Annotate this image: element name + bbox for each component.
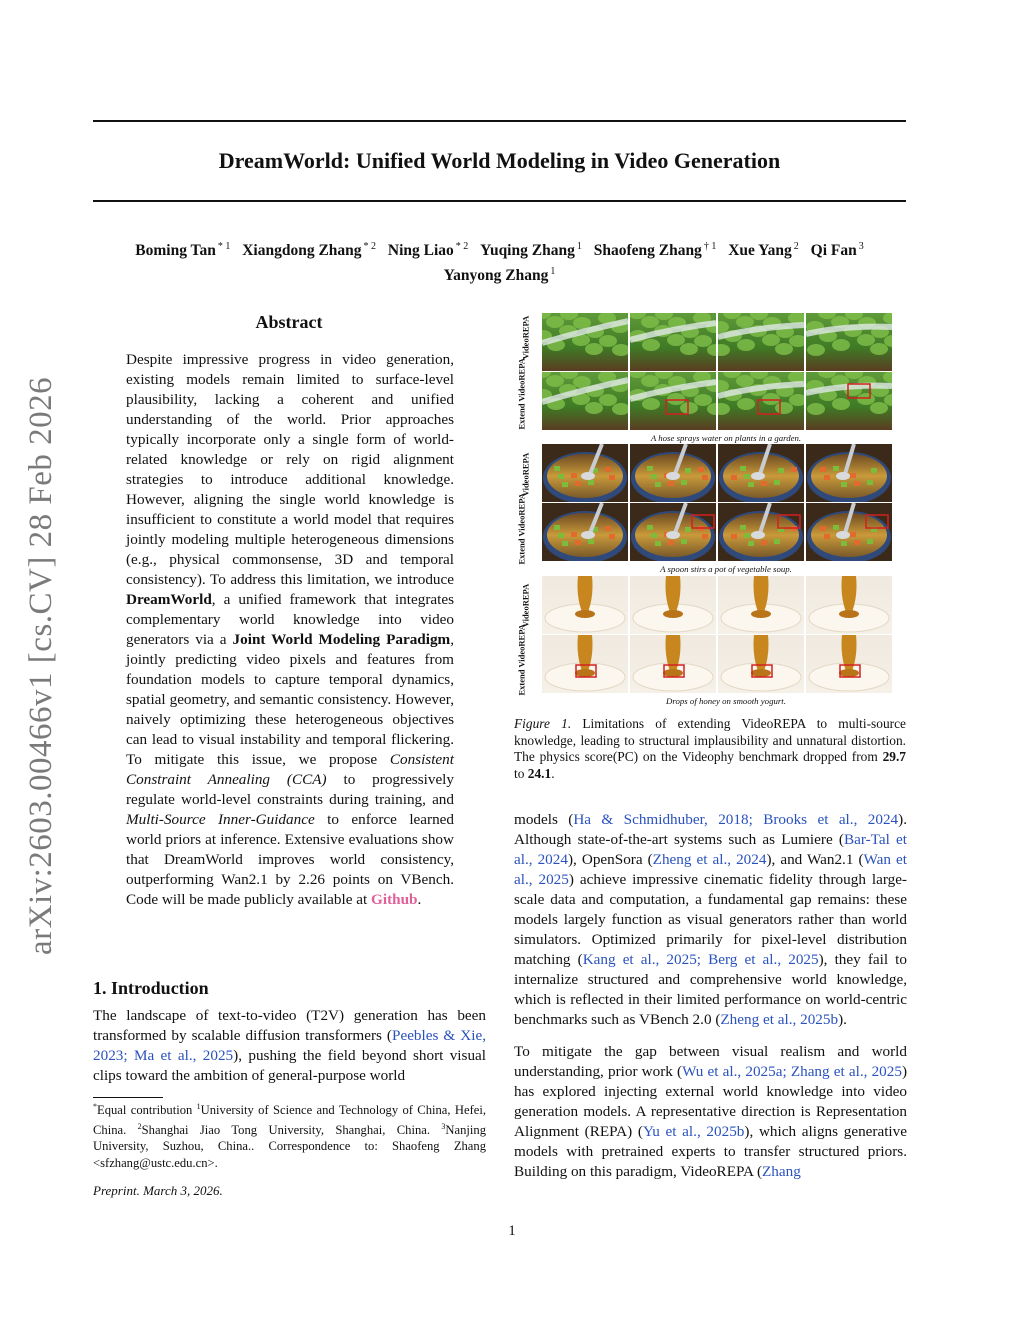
title-top-rule xyxy=(93,120,906,122)
author-list xyxy=(93,236,906,286)
row-label-extend-videorepa: Extend VideoREPA xyxy=(516,624,527,696)
figure-frame xyxy=(542,444,628,504)
intro-paragraph: The landscape of text-to-video (T2V) generation has been transformed by scalable diffusion transformers (Peebles & Xie, 2023; Ma et al., 2025), pushing the field beyond short visual clips toward the ambition of general-purpose world xyxy=(93,1007,486,1084)
footnote: *Equal contribution $^1$University of Science and Technology of China, Hefei, China. $^2$Shanghai Jiao Tong University, Shanghai, China. $^3$Nanjing University, Suzhou, China.. Correspondence to: Shaofeng Zhang <sfzhang@ustc.edu.cn>. xyxy=(93,1102,487,1170)
citation-link[interactable]: Yu et al., 2025b xyxy=(642,1123,745,1140)
figure-frame xyxy=(806,313,892,373)
figure-frame xyxy=(630,503,716,563)
page-number: 1 xyxy=(508,1223,516,1239)
figure-frame xyxy=(718,444,804,504)
figure-caption: Figure 1. Limitations of extending VideoREPA to multi-source knowledge, leading to structural implausibility and unnatural distortion. The physics score(PC) on the Videophy benchmark dropped from 29.7 to 24.1. xyxy=(514,716,906,781)
paragraph: models (Ha & Schmidhuber, 2018; Brooks et al., 2024). Although state-of-the-art systems such as Lumiere (Bar-Tal et al., 2024), OpenSora (Zheng et al., 2024), and Wan2.1 (Wan et al., 2025) achieve impressive cinematic fidelity through large-scale data and computation, a fundamental gap remains: these models largely function as visual generators rather than world simulators. Optimized primarily for pixel-level distribution matching (Kang et al., 2025; Berg et al., 2025), they fail to internalize structured and comprehensive world knowledge, which is reflected in their limited performance on world-centric benchmarks such as VBench 2.0 (Zheng et al., 2025b). xyxy=(514,811,907,1028)
citation-link[interactable]: Bar-Tal et al., 2024 xyxy=(514,831,907,868)
author: Yanyong Zhang $^1$ xyxy=(443,266,556,284)
right-column-text xyxy=(514,810,907,1194)
citation-link[interactable]: Wu et al., 2025a; Zhang et al., 2025 xyxy=(682,1063,902,1080)
abstract-heading: Abstract xyxy=(255,312,323,332)
figure-frame xyxy=(718,576,804,636)
row-label-videorepa: VideoREPA xyxy=(520,315,531,360)
title-bottom-rule xyxy=(93,200,906,202)
author: Xue Yang $^2$ xyxy=(728,241,799,259)
author: Xiangdong Zhang $^{* 2}$ xyxy=(242,241,377,259)
footnote-rule xyxy=(93,1097,163,1098)
author: Ning Liao $^{* 2}$ xyxy=(387,241,469,259)
figure-frame xyxy=(542,503,628,563)
figure-frame xyxy=(542,372,628,432)
citation-link[interactable]: Wan et al., 2025 xyxy=(514,851,907,888)
author: Boming Tan $^{* 1}$ xyxy=(135,241,231,259)
figure-frame xyxy=(630,372,716,432)
citation-link[interactable]: Zheng et al., 2024 xyxy=(652,851,767,868)
preprint-note: Preprint. March 3, 2026. xyxy=(93,1183,223,1198)
citation-link[interactable]: Peebles & Xie, 2023; Ma et al., 2025 xyxy=(93,1027,486,1064)
figure-frame xyxy=(806,444,892,504)
figure-frame xyxy=(630,313,716,373)
citation-link[interactable]: Ha & Schmidhuber, 2018; Brooks et al., 2024 xyxy=(573,811,899,828)
citation-link[interactable]: Zhang xyxy=(762,1163,801,1180)
author: Shaofeng Zhang $^{\dagger 1}$ xyxy=(593,241,717,259)
row-label-videorepa: VideoREPA xyxy=(520,583,531,628)
figure-subcaption: A spoon stirs a pot of vegetable soup. xyxy=(660,564,792,574)
row-label-videorepa: VideoREPA xyxy=(520,452,531,497)
paper-title: DreamWorld: Unified World Modeling in Video Generation xyxy=(218,148,781,173)
figure-frame xyxy=(718,635,804,695)
figure-frame xyxy=(718,372,804,432)
abstract-body: Despite impressive progress in video generation, existing models remain limited to surface-level plausibility, lacking a coherent and unified understanding of the world. Prior approaches typically incorporate only a single form of world-related knowledge or rely on rigid alignment strategies to introduce additional knowledge. However, aligning the single world knowledge is insufficient to constitute a world model that requires jointly modeling multiple heterogeneous dimensions (e.g., physical commonsense, 3D and temporal consistency). To address this limitation, we introduce DreamWorld, a unified framework that integrates complementary world knowledge into video generators via a Joint World Modeling Paradigm, jointly predicting video pixels and features from foundation models to capture temporal dynamics, spatial geometry, and semantic consistency. However, naively optimizing these heterogeneous objectives can lead to visual instability and temporal flickering. To mitigate this issue, we propose Consistent Constraint Annealing (CCA) to progressively regulate world-level constraints during training, and Multi-Source Inner-Guidance to enforce learned world priors at inference. Extensive evaluations show that DreamWorld improves world consistency, outperforming Wan2.1 by 2.26 points on VBench. Code will be made publicly available at Github. xyxy=(126,351,455,908)
figure-frame xyxy=(718,313,804,373)
figure-frame xyxy=(630,444,716,504)
figure-frame xyxy=(806,576,892,636)
figure-frame xyxy=(630,576,716,636)
row-label-extend-videorepa: Extend VideoREPA xyxy=(516,358,527,430)
arxiv-side-label: arXiv:2603.00466v1 [cs.CV] 28 Feb 2026 xyxy=(23,376,59,955)
figure-subcaption: Drops of honey on smooth yogurt. xyxy=(666,696,786,706)
figure-frame xyxy=(806,372,892,432)
author: Qi Fan $^3$ xyxy=(810,241,864,259)
figure-frame xyxy=(630,635,716,695)
figure-frame xyxy=(718,503,804,563)
section-heading-introduction: 1. Introduction xyxy=(93,978,209,998)
figure-subcaption: A hose sprays water on plants in a garden. xyxy=(650,433,802,443)
figure-frame xyxy=(542,635,628,695)
author: Yuqing Zhang $^1$ xyxy=(480,241,582,259)
figure-frame xyxy=(542,576,628,636)
citation-link[interactable]: Kang et al., 2025; Berg et al., 2025 xyxy=(582,951,819,968)
figure-1 xyxy=(516,308,896,708)
github-link[interactable]: Github xyxy=(371,891,418,908)
figure-frame xyxy=(806,635,892,695)
paragraph: To mitigate the gap between visual realism and world understanding, prior work (Wu et al., 2025a; Zhang et al., 2025) has explored injecting external world knowledge into video generation models. A representative direction is Representation Alignment (REPA) (Yu et al., 2025b), which aligns generative models with pretrained experts to transfer structured priors. Building on this paradigm, VideoREPA (Zhang xyxy=(514,1043,908,1180)
figure-frame xyxy=(806,503,892,563)
citation-link[interactable]: Zheng et al., 2025b xyxy=(720,1011,839,1028)
row-label-extend-videorepa: Extend VideoREPA xyxy=(516,493,527,565)
figure-frame xyxy=(542,313,628,373)
